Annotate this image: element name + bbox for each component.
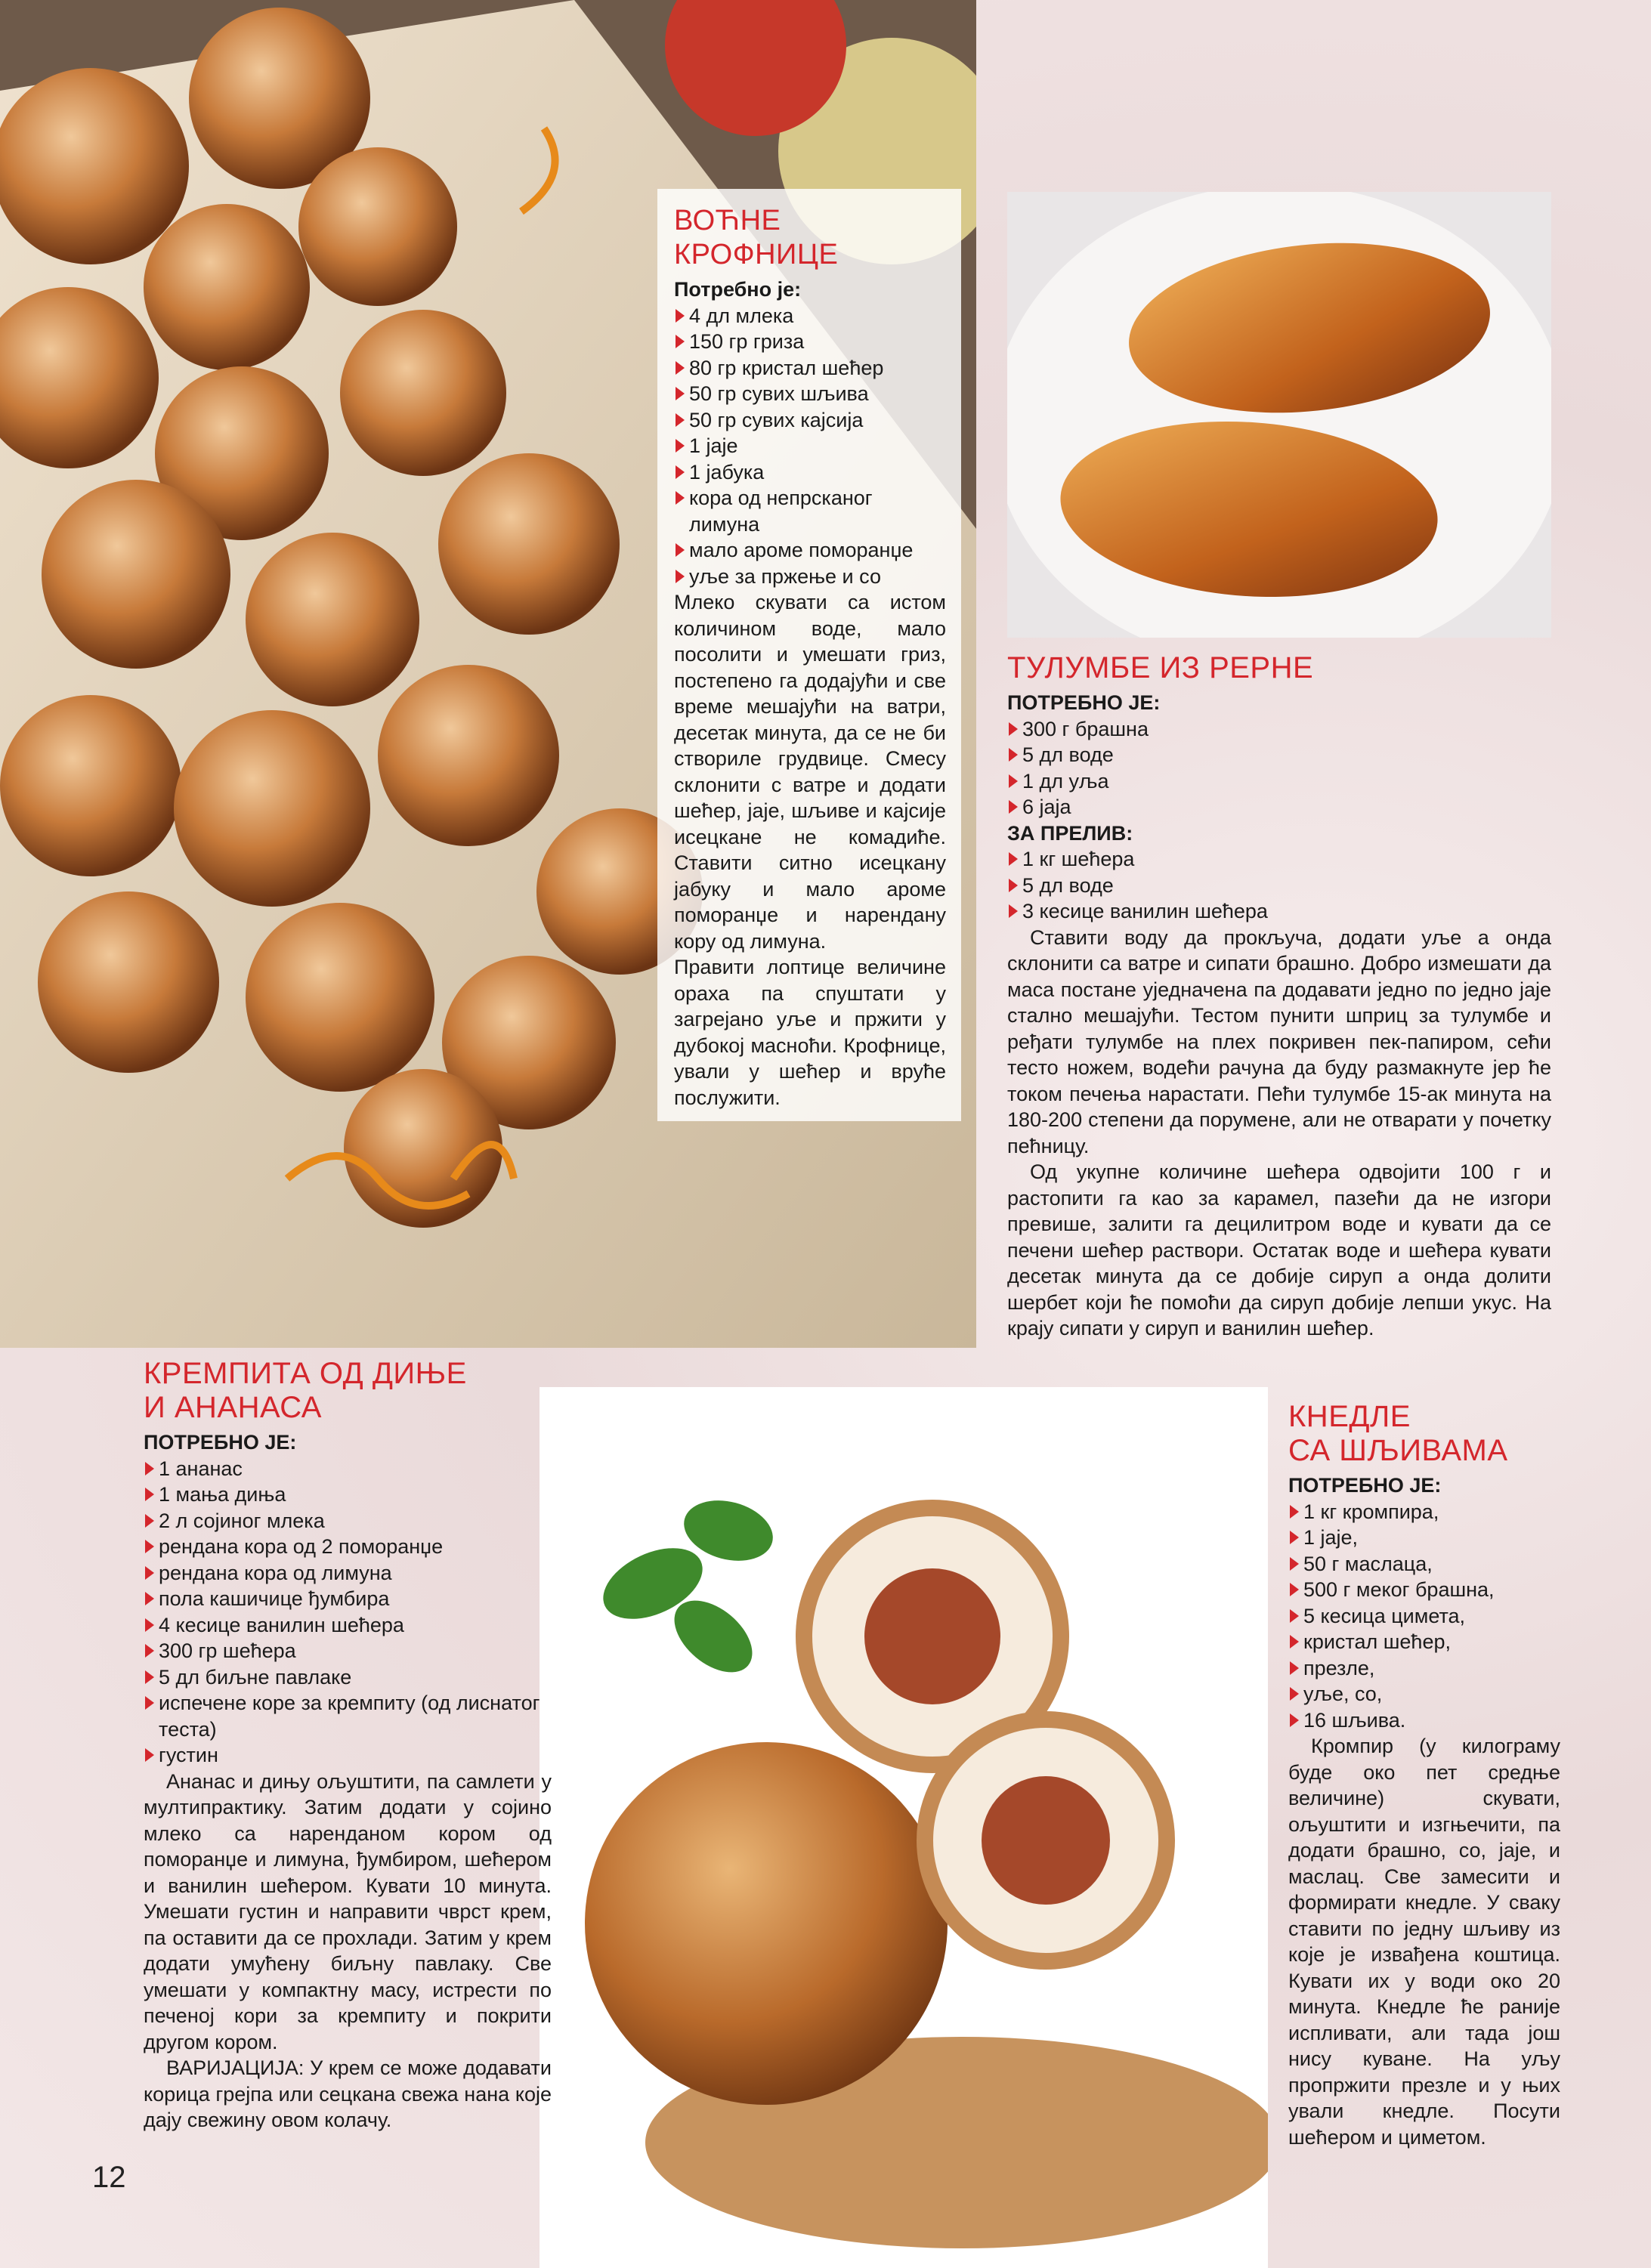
ingredient: 2 л сојиног млека: [144, 1508, 552, 1534]
tulumbe-recipe: [1007, 651, 1551, 1342]
instructions-paragraph: Правити лоптице величине ораха па спуштати у загрејано уље и пржити у дубокој масноћи. Крофнице, ували у шећер и вруће послужити.: [674, 956, 946, 1109]
ingredient: 3 кесице ванилин шећера: [1007, 898, 1551, 925]
ingredient: 80 гр кристал шећер: [674, 355, 946, 382]
ingredient: испечене коре за кремпиту (од лиснатог теста): [144, 1690, 552, 1742]
glaze-list: [1007, 846, 1551, 925]
ingredient: 5 дл воде: [1007, 873, 1551, 899]
title-line: И АНАНАСА: [144, 1391, 322, 1424]
ingredient: 16 шљива.: [1288, 1707, 1560, 1734]
instructions-paragraph: Од укупне количине шећера одвојити 100 г и растопити га као за карамел, пазећи да не изгори превише, залити га децилитром воде и кувати да се печени шећер раствори. Остатак воде и шећера кувати десетак минута да се добије сируп а онда долити шербет који ће помоћи да сируп добије лепши укус. На крају сипати у сируп и ванилин шећер.: [1007, 1160, 1551, 1339]
title-line: СА ШЉИВАМА: [1288, 1434, 1508, 1467]
ingredient: 5 дл воде: [1007, 742, 1551, 768]
ingredient: кристал шећер,: [1288, 1629, 1560, 1655]
recipe-title: ТУЛУМБЕ ИЗ РЕРНЕ: [1007, 651, 1314, 684]
ingredient: 300 гр шећера: [144, 1638, 552, 1664]
ingredient: уље, со,: [1288, 1681, 1560, 1707]
ingredient-list: [674, 303, 946, 590]
ingredients-label: Потребно је:: [674, 278, 802, 301]
title-line: КРЕМПИТА ОД ДИЊЕ: [144, 1357, 467, 1390]
ingredient: рендана кора од лимуна: [144, 1560, 552, 1587]
recipe-title: ВОЋНЕ КРОФНИЦЕ: [674, 205, 839, 270]
instructions-paragraph: Ананас и дињу ољуштити, па самлети у мултипрактику. Затим додати у сојино млеко са нарендaном кором од поморанџе и лимуна, ђумбиром, шећером и ванилин шећером. Кувати 10 минута. Умешати густин и направити чврст крем, па оставити да се прохлади. Затим у крем додати умућену биљну павлаку. Све умешати у компактну масу, истрести по печеној кори за кремпиту и покрити другом кором.: [144, 1769, 552, 2053]
ingredient: презле,: [1288, 1655, 1560, 1682]
instructions-paragraph: Кромпир (у килограму буде око пет средње величине) скувати, ољуштити и изгњечити, па додати брашно, со, јаје, и маслац. Све замесити и формирати кнедле. У сваку ставити по једну шљиву из које је извађена коштица. Кувати их у води око 20 минута. Кнедле ће раније испливати, али тада још нису куване. На уљу пропржити презле и у њих ували кнедле. Посути шећером и циметом.: [1288, 1735, 1560, 2149]
ingredient: 1 јаје,: [1288, 1525, 1560, 1551]
ingredient: 1 мања диња: [144, 1482, 552, 1508]
krempita-recipe: [144, 1357, 552, 2134]
ingredient: 1 дл уља: [1007, 768, 1551, 795]
ingredient: 1 кг шећера: [1007, 846, 1551, 873]
ingredient: пола кашичице ђумбира: [144, 1586, 552, 1612]
page-number: 12: [92, 2161, 126, 2194]
recipe-title: [144, 1357, 552, 1425]
glaze-label: ЗА ПРЕЛИВ:: [1007, 821, 1133, 845]
ingredient: 6 јаја: [1007, 794, 1551, 820]
ingredients-label: ПОТРЕБНО ЈЕ:: [1007, 691, 1161, 714]
knedle-photo: [540, 1387, 1268, 2268]
ingredient: 4 кесице ванилин шећера: [144, 1612, 552, 1639]
ingredient: 1 ананас: [144, 1456, 552, 1482]
recipe-title: [1288, 1400, 1560, 1468]
ingredient: 4 дл млека: [674, 303, 946, 329]
ingredient: уље за пржење и со: [674, 564, 946, 590]
ingredient-list: [144, 1456, 552, 1769]
ingredient: мало ароме поморанџе: [674, 537, 946, 564]
ingredient: 50 г маслаца,: [1288, 1551, 1560, 1577]
ingredient: кора од непрсканог лимуна: [674, 485, 946, 537]
ingredient: 150 гр гриза: [674, 329, 946, 355]
ingredient-list: [1007, 716, 1551, 820]
ingredient: 1 јабука: [674, 459, 946, 486]
ingredient: рендана кора од 2 поморанџе: [144, 1534, 552, 1560]
title-line: КНЕДЛЕ: [1288, 1400, 1411, 1433]
ingredient: 50 гр сувих шљива: [674, 381, 946, 407]
ingredient: 300 г брашна: [1007, 716, 1551, 743]
variation-paragraph: ВАРИЈАЦИЈА: У крем се може додавати корица грејпа или сецкана свежа нана које дају свежину овом колачу.: [144, 2056, 552, 2131]
ingredient: 5 кесица цимета,: [1288, 1603, 1560, 1630]
instructions-paragraph: Млеко скувати са истом количином воде, мало посолити и умешати гриз, постепено га додајући и све време мешајући на ватри, десетак минута, да се не би створиле грудвице. Смесу склонити с ватре и додати шећер, јаје, шљиве и кајсије исецкане не комадиће. Ставити ситно исецкану јабуку и мало ароме поморанџе и нарендану кору од лимуна.: [674, 591, 946, 953]
ingredient: густин: [144, 1742, 552, 1769]
vocne-krofnice-recipe: [657, 189, 961, 1121]
knedle-recipe: [1288, 1400, 1560, 2150]
tulumbe-photo: [1007, 192, 1551, 638]
ingredients-label: ПОТРЕБНО ЈЕ:: [144, 1431, 297, 1454]
ingredient: 5 дл биљне павлаке: [144, 1664, 552, 1691]
ingredient: 500 г меког брашна,: [1288, 1577, 1560, 1603]
ingredient: 1 кг кромпира,: [1288, 1499, 1560, 1525]
instructions-paragraph: Ставити воду да прокључа, додати уље а онда склонити са ватре и сипати брашно. Добро измешати да маса постане уједначена па додавати једно по једно јаје стално мешајући. Тестом пунити шприц за тулумбе и ређати тулумбе на плех покривен пек-папиром, сећи тесто ножем, водећи рачуна да буду размакнуте јер ће током печења нарастати. Пећи тулумбе 15-ак минута на 180-200 степени да порумене, али не отварати у почетку пећницу.: [1007, 925, 1551, 1157]
ingredient: 1 јаје: [674, 433, 946, 459]
ingredient: 50 гр сувих кајсија: [674, 407, 946, 434]
ingredient-list: [1288, 1499, 1560, 1734]
ingredients-label: ПОТРЕБНО ЈЕ:: [1288, 1474, 1442, 1497]
